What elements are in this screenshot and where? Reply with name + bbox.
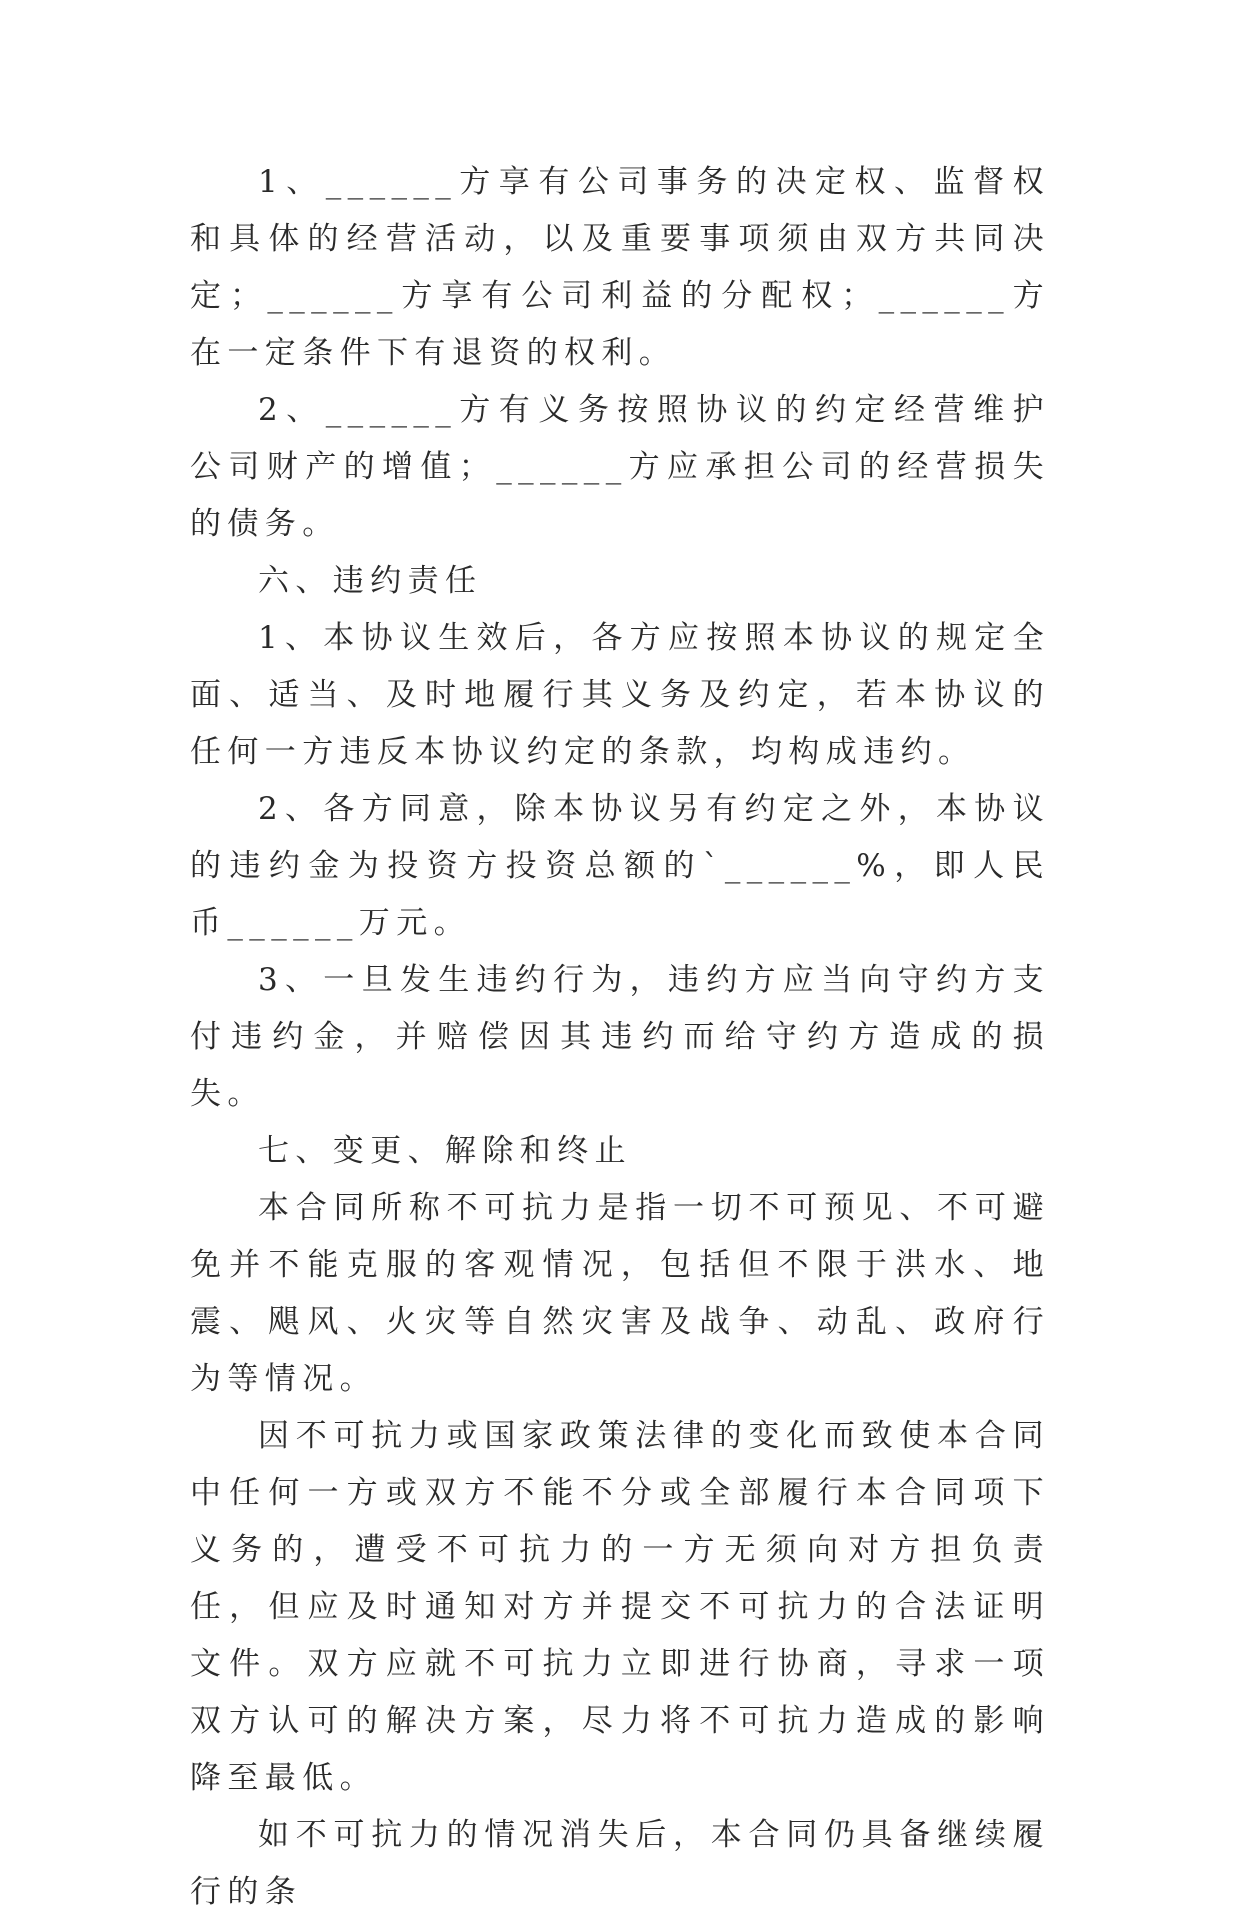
- paragraph-liability-1: 1、本协议生效后，各方应按照本协议的规定全面、适当、及时地履行其义务及约定，若本协议的任何一方违反本协议约定的条款，均构成违约。: [190, 620, 1050, 770]
- paragraph-force-majeure-handling: 因不可抗力或国家政策法律的变化而致使本合同中任何一方或双方不能不分或全部履行本合同项下义务的，遭受不可抗力的一方无须向对方担负责任，但应及时通知对方并提交不可抗力的合法证明文件。双方应就不可抗力立即进行协商，寻求一项双方认可的解决方案，尽力将不可抗力造成的影响降至最低。: [190, 1418, 1050, 1796]
- paragraph-force-majeure-definition: 本合同所称不可抗力是指一切不可预见、不可避免并不能克服的客观情况，包括但不限于洪水、地震、飓风、火灾等自然灾害及战争、动乱、政府行为等情况。: [190, 1190, 1050, 1397]
- section-heading-liability: 六、违约责任: [258, 563, 483, 599]
- document-body: [190, 154, 1050, 1921]
- paragraph-force-majeure-continuation: 如不可抗力的情况消失后，本合同仍具备继续履行的条: [190, 1817, 1050, 1910]
- section-heading-termination: 七、变更、解除和终止: [258, 1133, 632, 1169]
- paragraph-rights-1: 1、______方享有公司事务的决定权、监督权和具体的经营活动，以及重要事项须由双方共同决定；______方享有公司利益的分配权；______方在一定条件下有退资的权利。: [190, 164, 1050, 371]
- paragraph-obligations-2: 2、______方有义务按照协议的约定经营维护公司财产的增值；______方应承担公司的经营损失的债务。: [190, 392, 1050, 542]
- paragraph-liability-2: 2、各方同意，除本协议另有约定之外，本协议的违约金为投资方投资总额的`______%，即人民币______万元。: [190, 791, 1050, 941]
- paragraph-liability-3: 3、一旦发生违约行为，违约方应当向守约方支付违约金，并赔偿因其违约而给守约方造成的损失。: [190, 962, 1050, 1112]
